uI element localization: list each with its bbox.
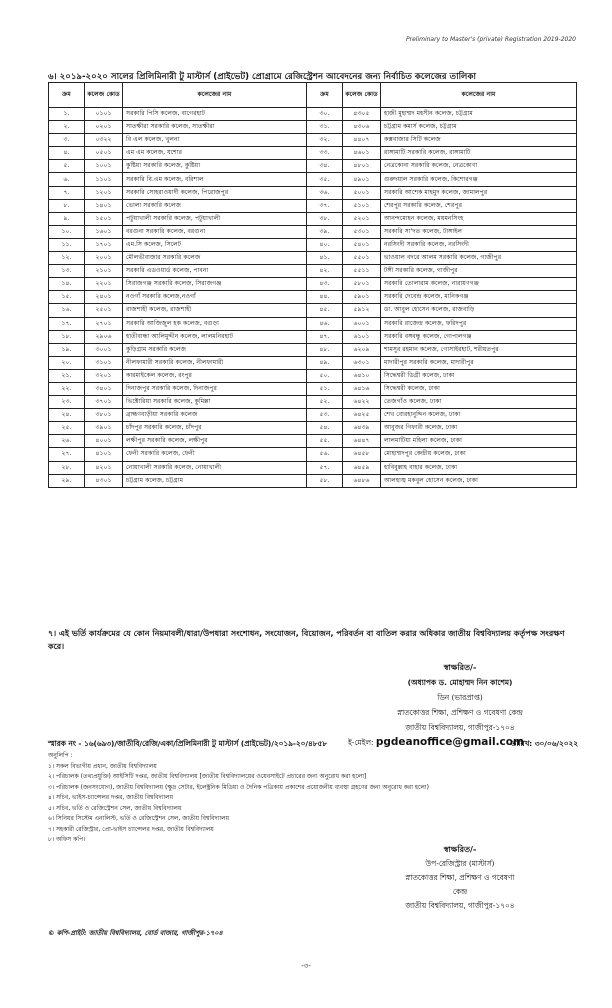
serial-cell: ২০. <box>49 356 85 369</box>
college-name-cell: ডা. আবুল হোসেন কলেজ, রাজবাড়ি <box>381 304 577 317</box>
serial-cell: ৫১. <box>307 382 343 395</box>
code-cell: ৪৪০৭ <box>343 134 381 147</box>
serial-cell: ২৬. <box>49 435 85 448</box>
signatory-name: (অধ্যাপক ড. মোহাম্মদ নিন কাশেম) <box>407 678 513 687</box>
serial-cell: ২৪. <box>49 409 85 422</box>
serial-cell: ৬. <box>49 173 85 186</box>
code-cell: ১৭০১ <box>85 238 123 251</box>
cc-item: ৫। সচিব, ভর্তি ও রেজিস্ট্রেশন সেল, জাতীয় বিশ্ববিদ্যালয় <box>48 804 182 812</box>
college-name-cell: টঙ্গী সরকারি কলেজ, গাজীপুর <box>381 265 577 278</box>
table-row <box>49 134 577 147</box>
college-name-cell: শেখ বোরহানুদ্দিন কলেজ, ঢাকা <box>381 409 577 422</box>
email-address[interactable]: pgdeanoffice@gmail.com <box>375 736 524 748</box>
table-row <box>49 212 577 225</box>
signatory-office-line2: কেন্দ্র <box>452 887 468 896</box>
college-name-cell: এম এম কলেজ, যশোর <box>123 147 307 160</box>
code-cell: ৬৪৩৯ <box>343 422 381 435</box>
college-name-cell: শামসুর রহমান কলেজ, গোসাইরহাট, শরীয়তপুর <box>381 343 577 356</box>
code-cell: ০৫০১ <box>85 147 123 160</box>
serial-cell: ১. <box>49 108 85 121</box>
serial-cell: ২৯. <box>49 474 85 487</box>
table-row <box>49 291 577 304</box>
serial-cell: ৩২. <box>307 134 343 147</box>
code-cell: ৬৩০১ <box>343 356 381 369</box>
serial-cell: ৪৬. <box>307 317 343 330</box>
serial-cell: ৮. <box>49 199 85 212</box>
college-name-cell: মাদারীপুর সরকারি কলেজ, মাদারীপুর <box>381 356 577 369</box>
table-row <box>49 448 577 461</box>
dean-signature-block <box>340 660 580 750</box>
college-name-cell: হাতীবান্ধা আলিমুদ্দীন কলেজ, লালমনিরহাট <box>123 330 307 343</box>
serial-cell: ৪৭. <box>307 330 343 343</box>
college-name-cell: সরকারি বি.এম কলেজ, বরিশাল <box>123 173 307 186</box>
serial-cell: ২. <box>49 121 85 134</box>
college-name-cell: নরসিংদী সরকারি কলেজ, নরসিংদী <box>381 238 577 251</box>
serial-cell: ৫. <box>49 160 85 173</box>
serial-cell: ৫৫. <box>307 435 343 448</box>
code-cell: ৪২০১ <box>85 461 123 474</box>
code-cell: ০২০১ <box>85 121 123 134</box>
serial-cell: ১৮. <box>49 330 85 343</box>
code-cell: ৬৪২৫ <box>343 409 381 422</box>
serial-cell: ৩৯. <box>307 225 343 238</box>
table-row <box>49 147 577 160</box>
college-name-cell: লক্ষীপুর সরকারি কলেজ, লক্ষীপুর <box>123 435 307 448</box>
table-row <box>49 265 577 278</box>
code-cell: ৩২০১ <box>85 369 123 382</box>
serial-cell: ৪৯. <box>307 356 343 369</box>
code-cell: ৫৩০১ <box>343 225 381 238</box>
code-cell: ৪১০১ <box>85 448 123 461</box>
college-list-table <box>48 82 577 488</box>
college-name-cell: ভোলা সরকারি কলেজ <box>123 199 307 212</box>
serial-cell: ২৭. <box>49 448 85 461</box>
code-cell: ৬৪৫৮ <box>343 448 381 461</box>
code-cell: ২৭০১ <box>85 317 123 330</box>
cc-heading: অনুলিপি : <box>48 752 73 759</box>
college-name-cell: মৌলভীবাজার সরকারি কলেজ <box>123 252 307 265</box>
serial-cell: ৫৬. <box>307 448 343 461</box>
serial-cell: ১৯. <box>49 343 85 356</box>
serial-cell: ২২. <box>49 382 85 395</box>
code-cell: ১২০১ <box>85 186 123 199</box>
college-name-cell: গুরুদয়াল সরকারি কলেজ, কিশোরগঞ্জ <box>381 173 577 186</box>
serial-cell: ৫২. <box>307 396 343 409</box>
serial-cell: ৫০. <box>307 369 343 382</box>
code-cell: ৩১০১ <box>85 356 123 369</box>
signatory-institution: জাতীয় বিশ্ববিদ্যালয়, গাজীপুর-১৭০৪ <box>405 901 515 910</box>
cc-item: ৭। সহকারী রেজিস্ট্রার, প্রো-ভাইস চ্যান্সেলর দপ্তর, জাতীয় বিশ্ববিদ্যালয় <box>48 825 214 833</box>
code-cell: ৪০০১ <box>85 435 123 448</box>
college-name-cell: মোহাম্মদপুর কেন্দ্রীয় কলেজ, ঢাকা <box>381 448 577 461</box>
deputy-registrar-signature-block <box>340 843 580 913</box>
code-cell: ৩৯০১ <box>85 422 123 435</box>
table-row <box>49 382 577 395</box>
page-number: -৩- <box>301 962 311 970</box>
college-name-cell: সরকারি বঙ্গবন্ধু কলেজ, গোপালগঞ্জ <box>381 330 577 343</box>
serial-cell: ২৫. <box>49 422 85 435</box>
table-header-row <box>49 83 577 108</box>
serial-cell: ৩৫. <box>307 173 343 186</box>
college-name-cell: সরকারি এডওয়ার্ড কলেজ, পাবনা <box>123 265 307 278</box>
table-row <box>49 435 577 448</box>
college-name-cell: সিদ্ধেশ্বরী ডিগ্রী কলেজ, ঢাকা <box>381 369 577 382</box>
serial-cell: ৪৫. <box>307 304 343 317</box>
table-row <box>49 474 577 487</box>
college-name-cell: সাতক্ষীরা সরকারি কলেজ, সাতক্ষীরা <box>123 121 307 134</box>
serial-cell: ১৫. <box>49 291 85 304</box>
serial-cell: ১২. <box>49 252 85 265</box>
code-cell: ০৩২২ <box>85 134 123 147</box>
code-cell: ২২০১ <box>85 278 123 291</box>
table-row <box>49 422 577 435</box>
college-name-cell: সরকারি সা'দত কলেজ, টাঙ্গাইল <box>381 225 577 238</box>
code-cell: ৪৯০১ <box>343 173 381 186</box>
serial-cell: ১৪. <box>49 278 85 291</box>
code-cell: ৩৭০১ <box>85 396 123 409</box>
memo-line <box>48 738 578 750</box>
code-cell: ৫৪০১ <box>343 238 381 251</box>
serial-cell: ৪২. <box>307 265 343 278</box>
serial-cell: ১১. <box>49 238 85 251</box>
table-row <box>49 108 577 121</box>
table-row <box>49 409 577 422</box>
college-name-cell: সরকারি আশেক মাহমুদ কলেজ, জামালপুর <box>381 186 577 199</box>
college-name-cell: চট্টগ্রাম কমার্স কলেজ, চট্টগ্রাম <box>381 121 577 134</box>
serial-cell: ৩৮. <box>307 212 343 225</box>
memo-date: তারিখ: ৩০/০৬/২০২২ <box>510 739 578 748</box>
code-cell: ১৫০১ <box>85 212 123 225</box>
code-cell: ৫৯০১ <box>343 291 381 304</box>
running-header: Preliminary to Master's (private) Registration 2019-2020 <box>406 36 576 43</box>
college-name-cell: নোয়াখালী সরকারি কলেজ, নোয়াখালী <box>123 461 307 474</box>
table-row <box>49 330 577 343</box>
serial-cell: ৩. <box>49 134 85 147</box>
college-name-cell: কক্সবাজার সিটি কলেজ <box>381 134 577 147</box>
college-name-cell: সরকারি আজিজুল হক কলেজ, বগুড়া <box>123 317 307 330</box>
serial-cell: ৪. <box>49 147 85 160</box>
college-name-cell: ভিক্টোরিয়া সরকারি কলেজ, কুমিল্লা <box>123 396 307 409</box>
code-cell: ২৯০৬ <box>85 330 123 343</box>
code-cell: ৩৪০১ <box>85 382 123 395</box>
college-name-cell: লালমাটিয়া মহিলা কলেজ, ঢাকা <box>381 435 577 448</box>
col-header-name: কলেজের নাম <box>123 83 307 108</box>
table-row <box>49 121 577 134</box>
cc-item: ৬। সিনিয়র সিস্টেম এনালিস্ট, ভর্তি ও রেজিস্ট্রেশন সেল, জাতীয় বিশ্ববিদ্যালয় <box>48 815 230 822</box>
table-row <box>49 356 577 369</box>
serial-cell: ৩০. <box>307 108 343 121</box>
table-row <box>49 186 577 199</box>
serial-cell: ৫৪. <box>307 422 343 435</box>
table-row <box>49 396 577 409</box>
code-cell: ৫০০১ <box>343 186 381 199</box>
college-name-cell: দিনাজপুর সরকারি কলেজ, দিনাজপুর <box>123 382 307 395</box>
college-name-cell: আলহাজ্ব মকবুল হোসেন কলেজ, ঢাকা <box>381 474 577 487</box>
table-row <box>49 199 577 212</box>
code-cell: ৫৫১১ <box>343 265 381 278</box>
serial-cell: ২৩. <box>49 396 85 409</box>
college-name-cell: চট্টগ্রাম কলেজ, চট্টগ্রাম <box>123 474 307 487</box>
college-name-cell: শেরপুর সরকারি কলেজ, শেরপুর <box>381 199 577 212</box>
college-name-cell: রাঙ্গামাটি সরকারি কলেজ, রাঙ্গামাটি <box>381 147 577 160</box>
college-name-cell: তেজগাঁও কলেজ, ঢাকা <box>381 396 577 409</box>
cc-list <box>48 751 578 846</box>
serial-cell: ১৩. <box>49 265 85 278</box>
code-cell: ৬৪৪৭ <box>343 435 381 448</box>
code-cell: ৬০০১ <box>343 317 381 330</box>
table-row <box>49 225 577 238</box>
code-cell: ৪৩০৬ <box>343 121 381 134</box>
col-header-code: কলেজ কোড <box>343 83 381 108</box>
table-row <box>49 278 577 291</box>
college-name-cell: বি এল কলেজ, খুলনা <box>123 134 307 147</box>
table-row <box>49 304 577 317</box>
college-name-cell: পটুয়াখালী সরকারি কলেজ, পটুয়াখালী <box>123 212 307 225</box>
code-cell: ৬৪৮৬ <box>343 474 381 487</box>
copyright-footer: © কপি-প্রাইট: জাতীয় বিশ্ববিদ্যালয়, বোর্ড বাজার, গাজীপুর-১৭০৪ <box>48 929 223 937</box>
college-name-cell: কুষ্টিয়া সরকারি কলেজ, কুষ্টিয়া <box>123 160 307 173</box>
memo-number: স্মারক নং - ১৬(৬৯৩)/জাতীবি/রেজি/একা/প্রিলিমিনারী টু মাস্টার্স (প্রাইভেট)/২০১৯-২০/৪৮৫৮ <box>48 739 327 748</box>
table-row <box>49 238 577 251</box>
col-header-serial: ক্রম <box>49 83 85 108</box>
col-header-serial: ক্রম <box>307 83 343 108</box>
serial-cell: ৯. <box>49 212 85 225</box>
signatory-designation: ডিন (ভারপ্রাপ্ত) <box>437 693 483 702</box>
college-name-cell: সরকারি পিসি কলেজ, বাগেরহাট <box>123 108 307 121</box>
college-name-cell: রাজশাহী কলেজ, রাজশাহী <box>123 304 307 317</box>
table-row <box>49 461 577 474</box>
cc-item: ১। সকল বিভাগীয় প্রধান, জাতীয় বিশ্ববিদ্যালয় <box>48 762 157 770</box>
serial-cell: ৩৬. <box>307 186 343 199</box>
signed-label: স্বাক্ষরিত/- <box>443 663 477 672</box>
table-row <box>49 173 577 186</box>
serial-cell: ৪৩. <box>307 278 343 291</box>
code-cell: ২১০১ <box>85 265 123 278</box>
college-name-cell: আনন্দমোহন কলেজ, ময়মনসিংহ <box>381 212 577 225</box>
code-cell: ১০০১ <box>85 160 123 173</box>
email-label: ই-মেইল: <box>348 738 374 747</box>
college-name-cell: কারমাইকেল কলেজ, রংপুর <box>123 369 307 382</box>
serial-cell: ৪১. <box>307 252 343 265</box>
section-6-title: ৬। ২০১৯-২০২০ সালের প্রিলিমিনারী টু মাস্টার্স (প্রাইভেট) প্রোগ্রামে রেজিস্ট্রেশন আবেদনের জন্য নির্বাচিত কলেজের তালিকা <box>48 72 476 82</box>
serial-cell: ৫৩. <box>307 409 343 422</box>
code-cell: ৬৪১৬ <box>343 382 381 395</box>
serial-cell: ৭. <box>49 186 85 199</box>
code-cell: ৬১০১ <box>343 330 381 343</box>
table-row <box>49 160 577 173</box>
cc-items <box>48 762 578 846</box>
code-cell: ১৪০১ <box>85 199 123 212</box>
code-cell: ৫২০১ <box>343 212 381 225</box>
serial-cell: ৩৩. <box>307 147 343 160</box>
college-name-cell: সরকারি দেবেন্দ্র কলেজ, মানিকগঞ্জ <box>381 291 577 304</box>
serial-cell: ২১. <box>49 369 85 382</box>
college-name-cell: চাঁদপুর সরকারি কলেজ, চাঁদপুর <box>123 422 307 435</box>
signatory-institution: জাতীয় বিশ্ববিদ্যালয়, গাজীপুর-১৭০৪ <box>405 723 515 732</box>
serial-cell: ১০. <box>49 225 85 238</box>
college-name-cell: বরগুনা সরকারি কলেজ, বরগুনা <box>123 225 307 238</box>
code-cell: ৬৪১০ <box>343 369 381 382</box>
college-name-cell: সরকারি রাজেন্দ্র কলেজ, ফরিদপুর <box>381 317 577 330</box>
signatory-designation: উপ-রেজিস্ট্রার (মাস্টার্স) <box>425 859 495 868</box>
college-name-cell: সরকারি সোহরাওয়ার্দী কলেজ, পিরোজপুর <box>123 186 307 199</box>
signatory-office-line1: স্নাতকোত্তর শিক্ষা, প্রশিক্ষণ ও গবেষণা <box>405 873 515 882</box>
table-row <box>49 317 577 330</box>
serial-cell: ৪০. <box>307 238 343 251</box>
college-name-cell: হাজী মুহাম্মদ মহসীন কলেজ, চট্টগ্রাম <box>381 108 577 121</box>
serial-cell: ৫৭. <box>307 461 343 474</box>
college-name-cell: নওগাঁ সরকারি কলেজ,নওগাঁ <box>123 291 307 304</box>
code-cell: ০১০১ <box>85 108 123 121</box>
serial-cell: ৩১. <box>307 121 343 134</box>
serial-cell: ৪৪. <box>307 291 343 304</box>
college-name-cell: ফেনী সরকারি কলেজ, ফেনী <box>123 448 307 461</box>
code-cell: ২৪০১ <box>85 291 123 304</box>
code-cell: ৫৮০১ <box>343 278 381 291</box>
note-7: ৭। এই ভর্তি কার্যক্রমের যে কোন নিয়মাবলী/ধারা/উপধারা সংশোধন, সংযোজন, বিয়োজন, পরিবর্তন বা বাতিল করার অধিকার জাতীয় বিশ্ববিদ্যালয় কর্তৃপক্ষ সংরক্ষণ করে। <box>48 629 565 651</box>
cc-item: ২। পরিচালক (তথ্যপ্রযুক্তি) আইসিটি দপ্তর, জাতীয় বিশ্ববিদ্যালয় [জাতীয় বিশ্ববিদ্যালয়ের ওয়েবসাইটে প্রচারের জন্য অনুরোধ করা হলো] <box>48 773 367 780</box>
signatory-office: স্নাতকোত্তর শিক্ষা, প্রশিক্ষণ ও গবেষণা কেন্দ্র <box>397 708 523 717</box>
code-cell: ২০০১ <box>85 252 123 265</box>
cc-item: ৩। পরিচালক (জনসংযোগ), জাতীয় বিশ্ববিদ্যালয় (ক্ষুদ্র সেটার, ইলেক্ট্রনিক মিডিয়া ও দৈনিক পত্রিকায় প্রকাশের প্রয়োজনীয় ব্যবস্থা গ্রহণের জন্য অনুরোধ করা হলো) <box>48 783 429 791</box>
serial-cell: ৫৮. <box>307 474 343 487</box>
signed-label: স্বাক্ষরিত/- <box>443 845 477 854</box>
college-name-cell: নেত্রকোনা সরকারি কলেজ, নেত্রকোণা <box>381 160 577 173</box>
code-cell: ৬৪৫৯ <box>343 461 381 474</box>
college-name-cell: ভাওয়াল বদরে আলম সরকারি কলেজ, গাজীপুর <box>381 252 577 265</box>
serial-cell: ৩৭. <box>307 199 343 212</box>
code-cell: ৬২০৯ <box>343 343 381 356</box>
college-name-cell: হাবিবুল্লাহ বাহার কলেজ, ঢাকা <box>381 461 577 474</box>
college-name-cell: কুড়িগ্রাম সরকারি কলেজ <box>123 343 307 356</box>
serial-cell: ১৭. <box>49 317 85 330</box>
code-cell: ৫১০১ <box>343 199 381 212</box>
code-cell: ৪৬০১ <box>343 147 381 160</box>
serial-cell: ১৬. <box>49 304 85 317</box>
table-row <box>49 252 577 265</box>
college-name-cell: সরকারি তোলারাম কলেজ, নারায়ণগঞ্জ <box>381 278 577 291</box>
code-cell: ৫৫০১ <box>343 252 381 265</box>
col-header-code: কলেজ কোড <box>85 83 123 108</box>
code-cell: ৩০০১ <box>85 343 123 356</box>
college-name-cell: নীলফামারী সরকারি কলেজ, নীলফামারী <box>123 356 307 369</box>
college-rows <box>49 108 577 488</box>
college-name-cell: ব্রাহ্মণবাড়ীয়া সরকারি কলেজ <box>123 409 307 422</box>
code-cell: ৬৪২২ <box>343 396 381 409</box>
code-cell: ৪৩০১ <box>85 474 123 487</box>
college-name-cell: সিরাজগঞ্জ সরকারি কলেজ, সিরাজগঞ্জ <box>123 278 307 291</box>
code-cell: ৩৮০১ <box>85 409 123 422</box>
cc-item: ৮। অফিস কপি। <box>48 836 86 843</box>
cc-item: ৪। সচিব, ভাইস-চ্যান্সেলর দপ্তর, জাতীয় বিশ্ববিদ্যালয় <box>48 794 174 801</box>
serial-cell: ২৮. <box>49 461 85 474</box>
code-cell: ১১০১ <box>85 173 123 186</box>
col-header-name: কলেজের নাম <box>381 83 577 108</box>
code-cell: ৪৩০৫ <box>343 108 381 121</box>
code-cell: ৫৯১২ <box>343 304 381 317</box>
college-name-cell: আবুজর গিফারী কলেজ, ঢাকা <box>381 422 577 435</box>
table-row <box>49 369 577 382</box>
table-row <box>49 343 577 356</box>
serial-cell: ৪৮. <box>307 343 343 356</box>
code-cell: ৪৮০১ <box>343 160 381 173</box>
code-cell: ১৬০১ <box>85 225 123 238</box>
college-name-cell: এম.সি কলেজ, সিলেট <box>123 238 307 251</box>
serial-cell: ৩৪. <box>307 160 343 173</box>
college-name-cell: সিদ্ধেশ্বরী কলেজ, ঢাকা <box>381 382 577 395</box>
code-cell: ২৫০১ <box>85 304 123 317</box>
